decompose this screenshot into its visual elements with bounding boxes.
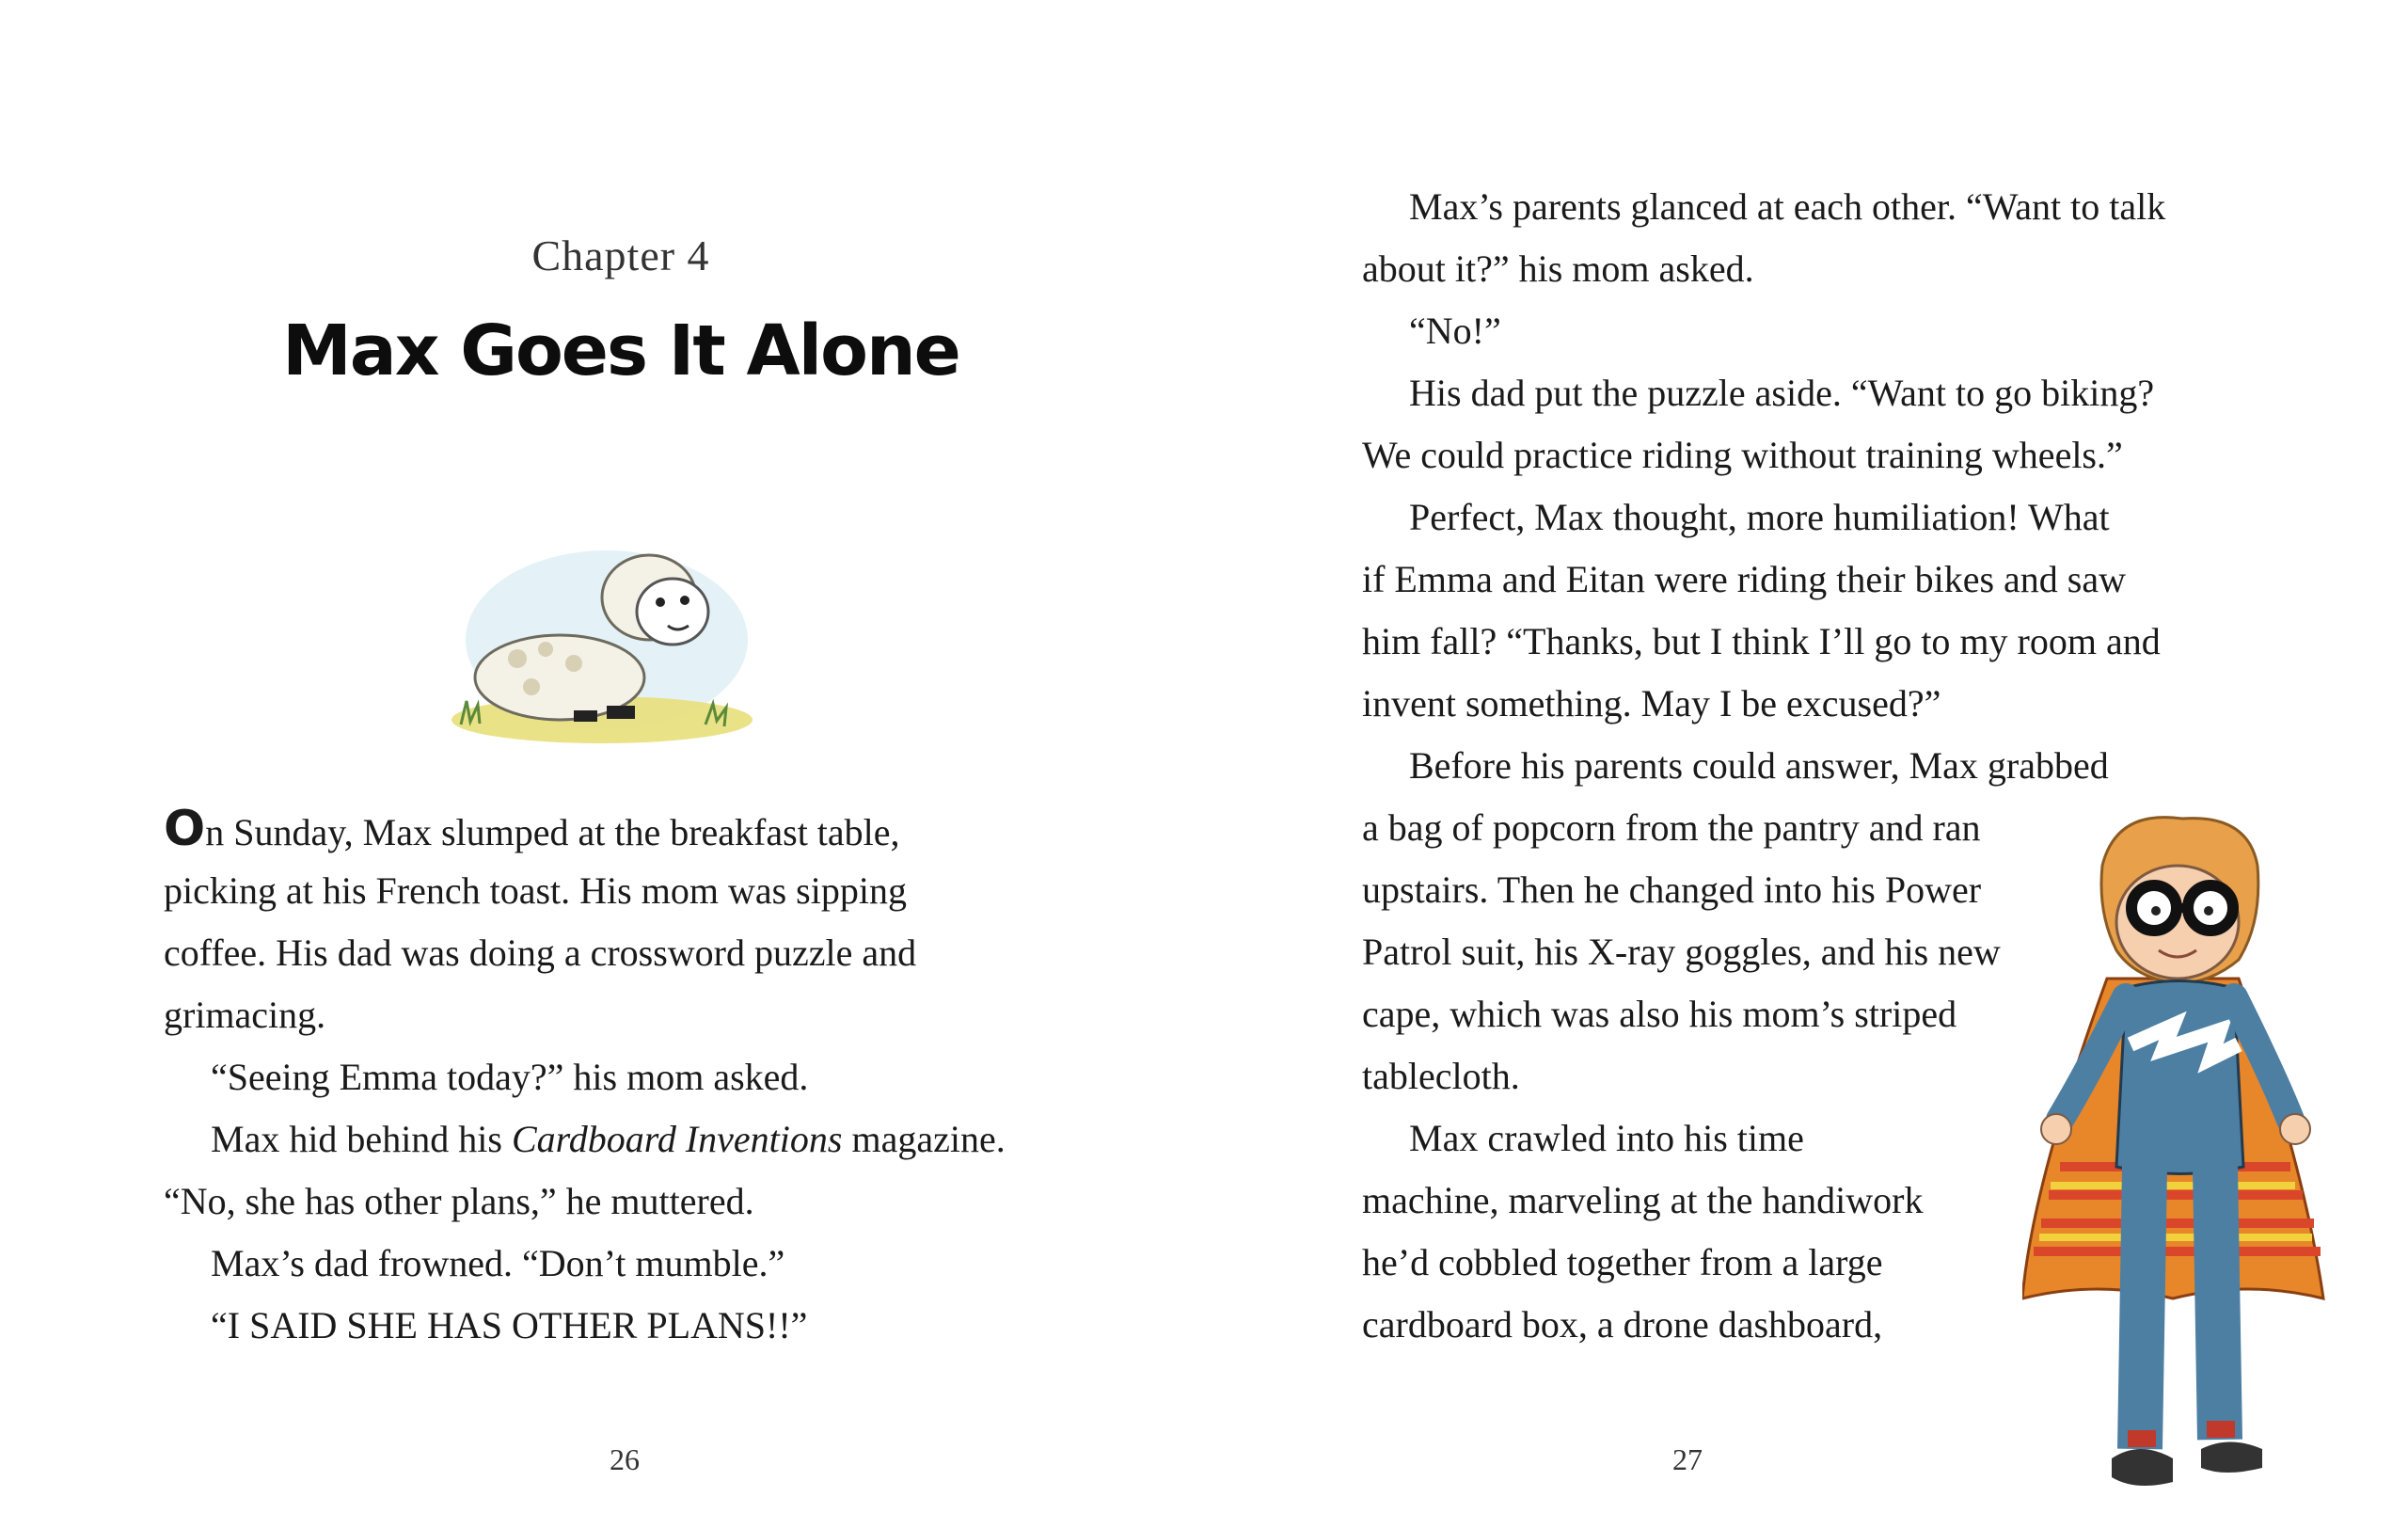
- chapter-label: Chapter 4: [531, 231, 710, 279]
- magazine-title: Cardboard Inventions: [511, 1118, 843, 1160]
- drop-cap: O: [164, 801, 206, 857]
- paragraph-line: about it?” his mom asked.: [1362, 247, 1754, 290]
- paragraph-line: Max crawled into his time: [1409, 1117, 1804, 1159]
- paragraph-line: upstairs. Then he changed into his Power: [1362, 868, 1982, 911]
- paragraph-line: “I SAID SHE HAS OTHER PLANS!!”: [211, 1304, 808, 1346]
- paragraph-line: Perfect, Max thought, more humiliation! What: [1409, 496, 2110, 538]
- paragraph-line: His dad put the puzzle aside. “Want to go biking?: [1409, 372, 2155, 414]
- paragraph-line: a bag of popcorn from the pantry and ran: [1362, 806, 1981, 849]
- paragraph-line: “Seeing Emma today?” his mom asked.: [211, 1056, 809, 1098]
- paragraph-line: grimacing.: [164, 994, 326, 1036]
- page-number-right: 27: [1672, 1442, 1703, 1476]
- paragraph-line: picking at his French toast. His mom was sipping: [164, 869, 907, 912]
- page-number-left: 26: [610, 1442, 640, 1476]
- paragraph-line: Before his parents could answer, Max grabbed: [1409, 744, 2109, 787]
- paragraph-line: Max hid behind his Cardboard Inventions magazine.: [211, 1118, 1006, 1160]
- paragraph-line: Patrol suit, his X-ray goggles, and his new: [1362, 931, 2001, 973]
- left-body-text: [164, 798, 1038, 1357]
- paragraph-line: cape, which was also his mom’s striped: [1362, 993, 1957, 1035]
- sheep-illustration-icon: [442, 508, 762, 753]
- paragraph-line: Max’s parents glanced at each other. “Want to talk: [1409, 185, 2166, 228]
- paragraph-line: “No, she has other plans,” he muttered.: [164, 1180, 754, 1222]
- paragraph-line: machine, marveling at the handiwork: [1362, 1179, 1924, 1221]
- boy-superhero-illustration-icon: [2022, 809, 2333, 1515]
- chapter-title: Max Goes It Alone: [282, 311, 959, 391]
- paragraph-line: he’d cobbled together from a large: [1362, 1241, 1883, 1283]
- paragraph-line: Max’s dad frowned. “Don’t mumble.”: [211, 1242, 785, 1284]
- paragraph-line: cardboard box, a drone dashboard,: [1362, 1303, 1883, 1346]
- paragraph-line: tablecloth.: [1362, 1055, 1520, 1097]
- paragraph-line: “No!”: [1409, 310, 1501, 352]
- paragraph-line: invent something. May I be excused?”: [1362, 682, 1941, 725]
- paragraph-line: him fall? “Thanks, but I think I’ll go to my room and: [1362, 620, 2161, 662]
- paragraph-line: if Emma and Eitan were riding their bikes and saw: [1362, 558, 2126, 600]
- paragraph-line: We could practice riding without training wheels.”: [1362, 434, 2123, 476]
- paragraph-line: On Sunday, Max slumped at the breakfast table,: [164, 801, 900, 857]
- paragraph-line: coffee. His dad was doing a crossword puzzle and: [164, 932, 917, 974]
